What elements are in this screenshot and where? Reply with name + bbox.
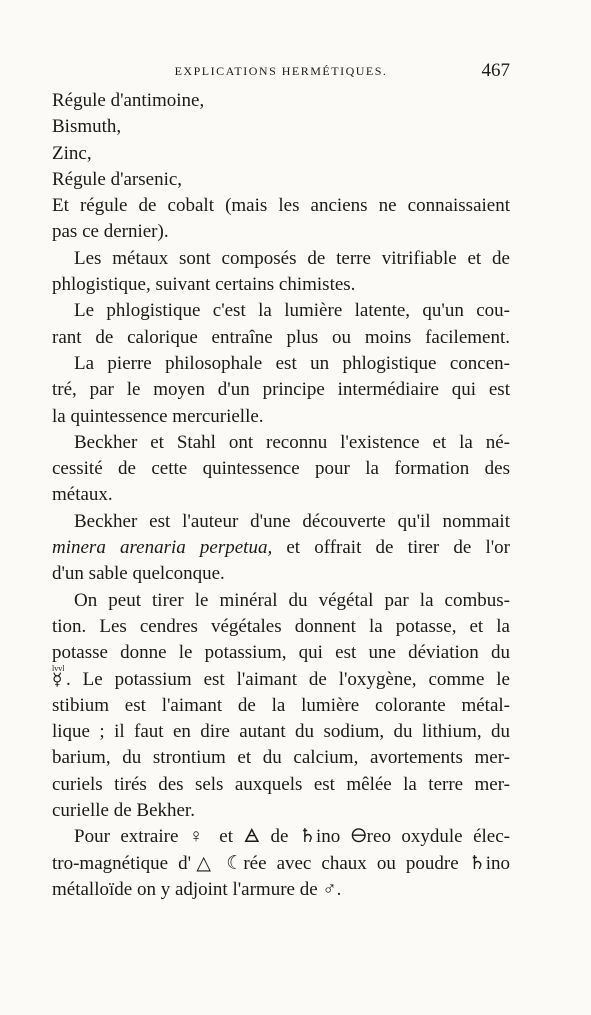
text-run: tro-magnétique d'△ ☾rée avec chaux ou poudre ♄ino bbox=[52, 852, 510, 874]
page-header bbox=[52, 60, 510, 84]
mercury-symbol-icon: ☿ lvvl bbox=[52, 667, 66, 693]
text-line bbox=[52, 272, 510, 298]
text-line bbox=[52, 772, 510, 798]
text-run: pas ce dernier). bbox=[52, 221, 169, 243]
text-line bbox=[52, 377, 510, 403]
text-line bbox=[52, 535, 510, 561]
text-line bbox=[52, 430, 510, 456]
text-line bbox=[52, 851, 510, 877]
text-run: Le phlogistique c'est la lumière latente, qu'un cou- bbox=[74, 300, 510, 322]
text-run: rant de calorique entraîne plus ou moins facilement. bbox=[52, 326, 510, 348]
text-line bbox=[52, 88, 510, 114]
text-line bbox=[52, 663, 510, 693]
italic-phrase: minera arenaria perpetua, bbox=[52, 537, 273, 559]
text-run: Beckher est l'auteur d'une découverte qu'il nommait bbox=[74, 510, 510, 532]
page-number: 467 bbox=[481, 60, 510, 81]
text-line bbox=[52, 167, 510, 193]
text-run: la quintessence mercurielle. bbox=[52, 405, 264, 427]
text-line bbox=[52, 141, 510, 167]
symbol-superscript: lvvl bbox=[52, 663, 65, 673]
text-line bbox=[52, 246, 510, 272]
text-run: et offrait de tirer de l'or bbox=[272, 537, 510, 559]
text-line bbox=[52, 351, 510, 377]
text-line bbox=[52, 719, 510, 745]
text-run: Régule d'arsenic, bbox=[52, 168, 183, 190]
text-line bbox=[52, 219, 510, 245]
text-line bbox=[52, 640, 510, 666]
text-run: Bismuth, bbox=[52, 116, 122, 138]
text-line bbox=[52, 325, 510, 351]
text-line bbox=[52, 298, 510, 324]
text-run: On peut tirer le minéral du végétal par la combus- bbox=[74, 589, 510, 611]
text-run: lique ; il faut en dire autant du sodium, du lithium, du bbox=[52, 721, 510, 743]
text-run: phlogistique, suivant certains chimistes. bbox=[52, 274, 356, 296]
text-run: Pour extraire ♀ et 🜁 de ♄ino 🜔reo oxydule élec- bbox=[74, 826, 510, 848]
text-line bbox=[52, 509, 510, 535]
text-line bbox=[52, 588, 510, 614]
text-line bbox=[52, 404, 510, 430]
text-line bbox=[52, 561, 510, 587]
text-run: La pierre philosophale est un phlogistique concen- bbox=[74, 352, 510, 374]
text-line bbox=[52, 482, 510, 508]
page-body bbox=[52, 88, 510, 903]
text-line bbox=[52, 745, 510, 771]
text-run: métalloïde on y adjoint l'armure de ♂. bbox=[52, 878, 342, 900]
running-head: EXPLICATIONS HERMÉTIQUES. bbox=[174, 64, 388, 78]
text-run: tré, par le moyen d'un principe intermédiaire qui est bbox=[52, 379, 510, 401]
text-run: stibium est l'aimant de la lumière colorante métal- bbox=[52, 694, 510, 716]
text-line bbox=[52, 877, 510, 903]
text-line bbox=[52, 693, 510, 719]
text-run: Zinc, bbox=[52, 142, 92, 164]
text-run: Beckher et Stahl ont reconnu l'existence et la né- bbox=[74, 431, 510, 453]
text-line bbox=[52, 798, 510, 824]
text-run: métaux. bbox=[52, 484, 113, 506]
text-line bbox=[52, 193, 510, 219]
text-run: Les métaux sont composés de terre vitrifiable et de bbox=[74, 247, 510, 269]
text-run: . Le potassium est l'aimant de l'oxygène, comme le bbox=[66, 668, 510, 690]
text-run: Et régule de cobalt (mais les anciens ne connaissaient bbox=[52, 195, 510, 217]
text-run: cessité de cette quintessence pour la formation des bbox=[52, 458, 510, 480]
text-run: d'un sable quelconque. bbox=[52, 563, 225, 585]
text-run: curielle de Bekher. bbox=[52, 800, 195, 822]
text-line bbox=[52, 614, 510, 640]
text-line bbox=[52, 114, 510, 140]
text-run: Régule d'antimoine, bbox=[52, 90, 205, 111]
text-run: potasse donne le potassium, qui est une déviation du bbox=[52, 642, 510, 664]
text-run: tion. Les cendres végétales donnent la potasse, et la bbox=[52, 615, 510, 637]
text-line bbox=[52, 456, 510, 482]
text-run: barium, du strontium et du calcium, avortements mer- bbox=[52, 747, 510, 769]
text-run: curiels tirés des sels auxquels est mêlée la terre mer- bbox=[52, 773, 510, 795]
text-line bbox=[52, 824, 510, 850]
